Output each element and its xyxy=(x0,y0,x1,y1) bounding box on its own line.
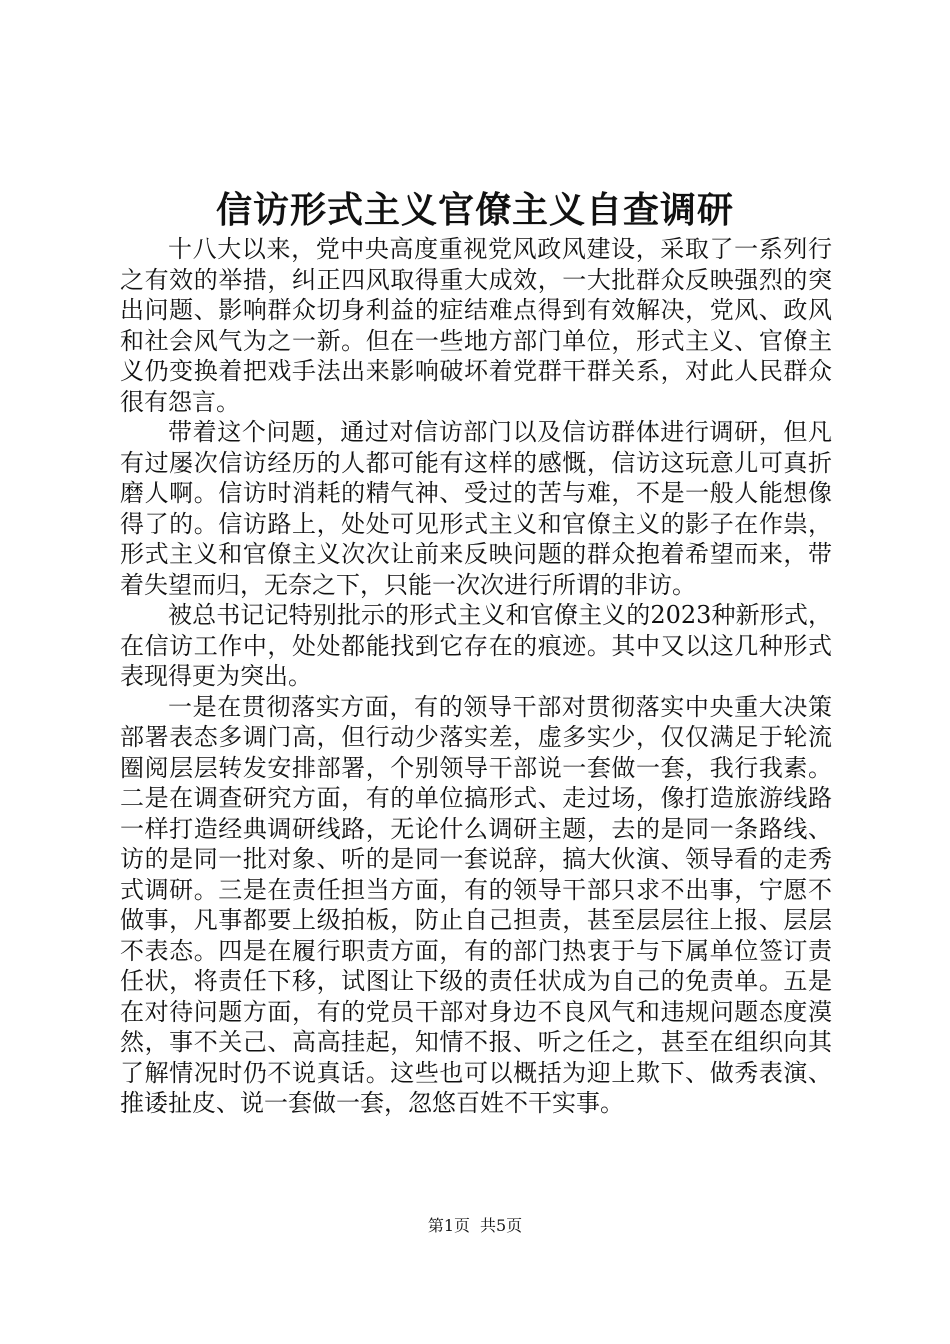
paragraph-2: 带着这个问题，通过对信访部门以及信访群体进行调研，但凡有过屡次信访经历的人都可能有这样的感慨，信访这玩意儿可真折磨人啊。信访时消耗的精气神、受过的苦与难，不是一般人能想像得了的。信访路上，处处可见形式主义和官僚主义的影子在作祟，形式主义和官僚主义次次让前来反映问题的群众抱着希望而来，带着失望而归，无奈之下，只能一次次进行所谓的非访。 xyxy=(120,418,832,599)
page-count: 共5页 xyxy=(480,1216,523,1235)
page-number: 第1页 xyxy=(427,1216,470,1235)
document-body xyxy=(120,234,832,1119)
document-title: 信访形式主义官僚主义自查调研 xyxy=(215,189,734,231)
paragraph-1: 十八大以来，党中央高度重视党风政风建设，采取了一系列行之有效的举措，纠正四风取得重大成效，一大批群众反映强烈的突出问题、影响群众切身利益的症结难点得到有效解决，党风、政风和社会风气为之一新。但在一些地方部门单位，形式主义、官僚主义仍变换着把戏手法出来影响破坏着党群干群关系，对此人民群众很有怨言。 xyxy=(120,235,832,416)
page-footer xyxy=(0,1215,950,1237)
paragraph-3: 被总书记记特别批示的形式主义和官僚主义的2023种新形式，在信访工作中，处处都能找到它存在的痕迹。其中又以这几种形式表现得更为突出。 xyxy=(120,601,832,690)
paragraph-4: 一是在贯彻落实方面，有的领导干部对贯彻落实中央重大决策部署表态多调门高，但行动少落实差，虚多实少，仅仅满足于轮流圈阅层层转发安排部署，个别领导干部说一套做一套，我行我素。二是在调查研究方面，有的单位搞形式、走过场，像打造旅游线路一样打造经典调研线路，无论什么调研主题，去的是同一条路线、访的是同一批对象、听的是同一套说辞，搞大伙演、领导看的走秀式调研。三是在责任担当方面，有的领导干部只求不出事，宁愿不做事，凡事都要上级拍板，防止自己担责，甚至层层往上报、层层不表态。四是在履行职责方面，有的部门热衷于与下属单位签订责任状，将责任下移，试图让下级的责任状成为自己的免责单。五是在对待问题方面，有的党员干部对身边不良风气和违规问题态度漠然，事不关己、高高挂起，知情不报、听之任之，甚至在组织向其了解情况时仍不说真话。这些也可以概括为迎上欺下、做秀表演、推诿扯皮、说一套做一套，忽悠百姓不干实事。 xyxy=(120,692,832,1117)
